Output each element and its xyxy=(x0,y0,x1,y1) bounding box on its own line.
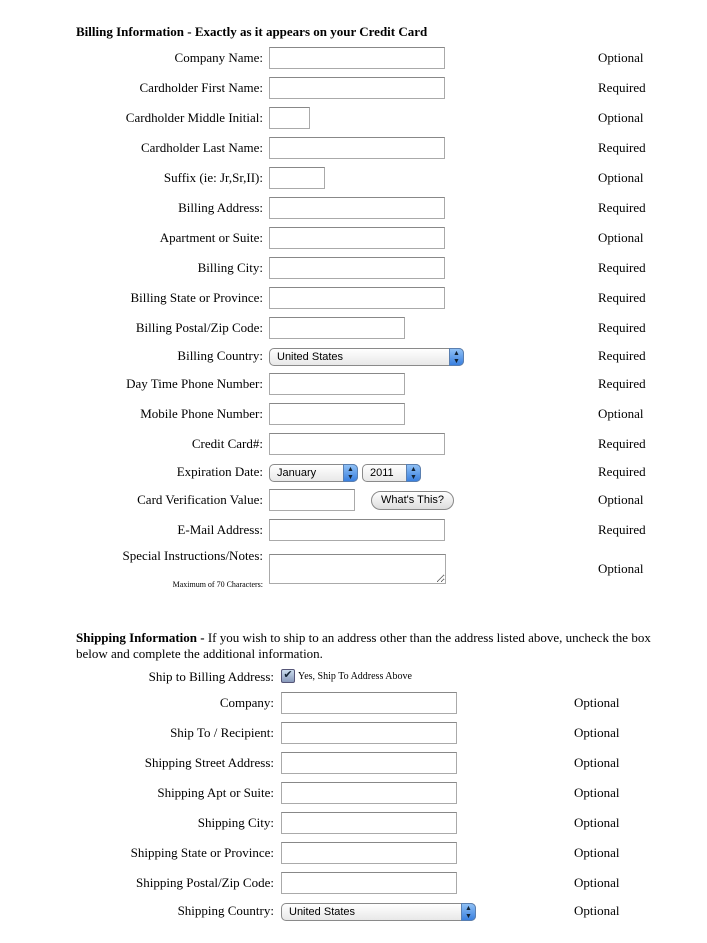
field-status: Required xyxy=(598,436,646,451)
field-status: Optional xyxy=(574,903,620,918)
field-status: Required xyxy=(598,260,646,275)
field-status: Optional xyxy=(598,50,644,65)
field-label: Expiration Date: xyxy=(176,464,263,479)
field-label: Ship To / Recipient: xyxy=(170,725,274,740)
field-label: Cardholder First Name: xyxy=(139,80,263,95)
field-status: Optional xyxy=(598,170,644,185)
field-label: Shipping Street Address: xyxy=(144,755,274,770)
field-status: Required xyxy=(598,464,646,479)
field-input[interactable] xyxy=(269,197,445,219)
expiration-year-select[interactable] xyxy=(362,464,421,482)
field-input[interactable] xyxy=(269,317,405,339)
chevron-updown-icon: ▲ ▼ xyxy=(406,464,421,482)
chevron-updown-icon: ▲ ▼ xyxy=(343,464,358,482)
field-input[interactable] xyxy=(281,872,457,894)
shipping-country-select-value: United States xyxy=(289,906,356,918)
field-status: Required xyxy=(598,140,646,155)
field-label: Shipping City: xyxy=(197,815,274,830)
field-input[interactable] xyxy=(269,77,445,99)
field-input[interactable] xyxy=(269,489,355,511)
field-input[interactable] xyxy=(269,433,445,455)
field-label: Cardholder Last Name: xyxy=(140,140,263,155)
field-status: Optional xyxy=(574,785,620,800)
field-input[interactable] xyxy=(269,373,405,395)
field-status: Optional xyxy=(574,815,620,830)
field-input[interactable] xyxy=(269,107,310,129)
field-label: Credit Card#: xyxy=(191,436,263,451)
field-input[interactable] xyxy=(281,722,457,744)
chevron-updown-icon: ▲ ▼ xyxy=(461,903,476,921)
max-chars-note: Maximum of 70 Characters: xyxy=(172,580,263,589)
field-status: Optional xyxy=(598,492,644,507)
field-input[interactable] xyxy=(269,287,445,309)
field-input[interactable] xyxy=(269,167,325,189)
field-label: Billing Country: xyxy=(177,348,263,363)
expiration-month-select[interactable] xyxy=(269,464,358,482)
field-input[interactable] xyxy=(281,842,457,864)
shipping-heading-bold: Shipping Information - xyxy=(76,630,205,645)
field-status: Optional xyxy=(574,845,620,860)
ship-to-billing-checkbox-label[interactable]: Yes, Ship To Address Above xyxy=(298,671,412,682)
field-label: Special Instructions/Notes: xyxy=(122,548,263,563)
field-label: E-Mail Address: xyxy=(177,522,263,537)
field-label: Card Verification Value: xyxy=(137,492,263,507)
billing-heading: Billing Information - Exactly as it appears on your Credit Card xyxy=(76,24,428,39)
field-label: Cardholder Middle Initial: xyxy=(125,110,263,125)
checkmark-icon: ✔ xyxy=(283,669,293,681)
shipping-heading-text: If you wish to ship to an address other than the address listed above, uncheck the box below and complete the additional information. xyxy=(76,630,651,661)
field-input[interactable] xyxy=(269,257,445,279)
field-status: Optional xyxy=(598,110,644,125)
field-status: Required xyxy=(598,376,646,391)
field-input[interactable] xyxy=(281,812,457,834)
field-label: Billing City: xyxy=(197,260,263,275)
shipping-heading xyxy=(76,630,676,662)
field-label: Suffix (ie: Jr,Sr,II): xyxy=(163,170,263,185)
field-label: Mobile Phone Number: xyxy=(140,406,263,421)
field-status: Optional xyxy=(598,561,644,576)
field-status: Optional xyxy=(598,230,644,245)
field-label: Shipping Postal/Zip Code: xyxy=(136,875,274,890)
field-label: Billing State or Province: xyxy=(130,290,263,305)
field-input[interactable] xyxy=(281,752,457,774)
expiration-year-select-value: 2011 xyxy=(370,467,394,479)
field-label: Billing Postal/Zip Code: xyxy=(135,320,263,335)
field-status: Optional xyxy=(574,695,620,710)
field-label: Billing Address: xyxy=(178,200,263,215)
shipping-country-select[interactable] xyxy=(281,903,476,921)
field-status: Required xyxy=(598,320,646,335)
field-label: Shipping Country: xyxy=(177,903,274,918)
field-status: Required xyxy=(598,348,646,363)
chevron-updown-icon: ▲ ▼ xyxy=(449,348,464,366)
field-status: Required xyxy=(598,290,646,305)
field-label: Apartment or Suite: xyxy=(159,230,263,245)
field-label: Shipping State or Province: xyxy=(130,845,274,860)
field-status: Required xyxy=(598,200,646,215)
field-input[interactable] xyxy=(269,137,445,159)
field-status: Required xyxy=(598,80,646,95)
field-input[interactable] xyxy=(269,403,405,425)
field-status: Optional xyxy=(574,725,620,740)
field-status: Optional xyxy=(598,406,644,421)
field-label: Day Time Phone Number: xyxy=(126,376,263,391)
special-instructions-textarea[interactable] xyxy=(269,554,446,584)
field-label: Shipping Apt or Suite: xyxy=(157,785,274,800)
field-status: Optional xyxy=(574,875,620,890)
field-input[interactable] xyxy=(269,227,445,249)
billing-country-select-value: United States xyxy=(277,351,344,363)
whats-this-button[interactable]: What's This? xyxy=(371,491,454,510)
field-label: Company: xyxy=(219,695,274,710)
field-input[interactable] xyxy=(281,782,457,804)
field-status: Required xyxy=(598,522,646,537)
field-status: Optional xyxy=(574,755,620,770)
field-input[interactable] xyxy=(269,519,445,541)
ship-to-billing-checkbox[interactable] xyxy=(281,669,295,683)
expiration-month-select-value: January xyxy=(277,467,317,479)
field-input[interactable] xyxy=(269,47,445,69)
field-label: Company Name: xyxy=(174,50,263,65)
billing-country-select[interactable] xyxy=(269,348,464,366)
field-input[interactable] xyxy=(281,692,457,714)
ship-to-billing-label: Ship to Billing Address: xyxy=(148,669,274,684)
